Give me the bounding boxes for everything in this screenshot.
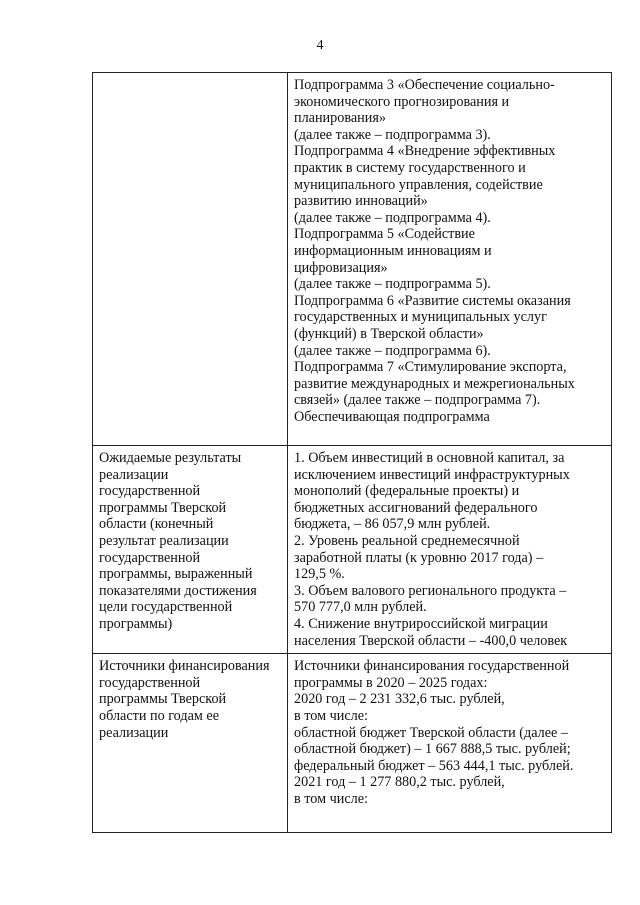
text-line: планирования» xyxy=(294,110,386,127)
text-line: областной бюджет Тверской области (далее – xyxy=(294,724,568,741)
text-line: Подпрограмма 7 «Стимулирование экспорта, xyxy=(294,359,567,376)
text-line: связей» (далее также – подпрограмма 7). xyxy=(294,392,541,409)
row2-right-cell xyxy=(288,446,612,654)
text-line: 3. Объем валового регионального продукта – xyxy=(294,582,567,599)
text-line: программы) xyxy=(99,615,173,632)
text-line: области по годам ее xyxy=(99,707,219,724)
text-line: 570 777,0 млн рублей. xyxy=(294,599,427,616)
text-line: реализации xyxy=(99,724,169,741)
text-line: (далее также – подпрограмма 3). xyxy=(294,126,491,143)
text-line: государственной xyxy=(99,483,201,500)
text-line: исключением инвестиций инфраструктурных xyxy=(294,466,570,483)
text-line: 1. Объем инвестиций в основной капитал, за xyxy=(294,450,565,466)
row1-left-cell xyxy=(93,73,288,446)
passport-table xyxy=(92,72,612,833)
text-line: программы Тверской xyxy=(99,499,227,516)
text-line: программы в 2020 – 2025 годах: xyxy=(294,674,488,691)
text-line: Обеспечивающая подпрограмма xyxy=(294,408,490,425)
row3-right-cell xyxy=(288,654,612,833)
text-line: развитие международных и межрегиональных xyxy=(294,375,575,392)
text-line: области (конечный xyxy=(99,516,214,533)
text-line: (далее также – подпрограмма 6). xyxy=(294,342,491,359)
text-line: государственной xyxy=(99,549,201,566)
text-line: 2. Уровень реальной среднемесячной xyxy=(294,532,520,549)
row2-left-cell xyxy=(93,446,288,654)
text-line: (далее также – подпрограмма 4). xyxy=(294,209,491,226)
text-line: экономического прогнозирования и xyxy=(294,93,510,110)
text-line: государственных и муниципальных услуг xyxy=(294,309,547,326)
text-line: Подпрограмма 3 «Обеспечение социально- xyxy=(294,77,555,93)
text-line: областной бюджет) – 1 667 888,5 тыс. рублей; xyxy=(294,741,571,758)
table-row-subprograms xyxy=(93,73,612,446)
text-line: Источники финансирования xyxy=(99,658,270,675)
text-line: муниципального управления, содействие xyxy=(294,176,543,193)
text-line: 4. Снижение внутрироссийской миграции xyxy=(294,615,548,632)
text-line: Ожидаемые результаты xyxy=(99,450,242,466)
text-line: бюджетных ассигнований федерального xyxy=(294,499,538,516)
text-line: информационным инновациям и xyxy=(294,242,492,259)
text-line: в том числе: xyxy=(294,707,368,724)
text-line: монополий (федеральные проекты) и xyxy=(294,483,520,500)
text-line: цели государственной xyxy=(99,599,233,616)
text-line: (далее также – подпрограмма 5). xyxy=(294,276,491,293)
text-line: населения Тверской области – -400,0 человек xyxy=(294,632,568,649)
text-line: 2020 год – 2 231 332,6 тыс. рублей, xyxy=(294,691,505,708)
text-line: практик в систему государственного и xyxy=(294,159,526,176)
text-line: (функций) в Тверской области» xyxy=(294,325,484,342)
text-line: заработной платы (к уровню 2017 года) – xyxy=(294,549,544,566)
text-line: программы Тверской xyxy=(99,691,227,708)
text-line: Источники финансирования государственной xyxy=(294,658,570,675)
text-line: развитию инноваций» xyxy=(294,193,428,210)
text-line: Подпрограмма 5 «Содействие xyxy=(294,226,475,243)
text-line: реализации xyxy=(99,466,169,483)
text-line: бюджета, – 86 057,9 млн рублей. xyxy=(294,516,491,533)
text-line: цифровизация» xyxy=(294,259,388,276)
table-row-funding-sources xyxy=(93,654,612,833)
text-line: результат реализации xyxy=(99,532,229,549)
text-line: в том числе: xyxy=(294,790,368,807)
page-number: 4 xyxy=(316,38,324,53)
text-line: государственной xyxy=(99,674,201,691)
text-line: Подпрограмма 4 «Внедрение эффективных xyxy=(294,143,556,160)
text-line: Подпрограмма 6 «Развитие системы оказания xyxy=(294,292,571,309)
text-line: федеральный бюджет – 563 444,1 тыс. рублей. xyxy=(294,757,574,774)
text-line: программы, выраженный xyxy=(99,566,253,583)
row3-left-cell xyxy=(93,654,288,833)
table-row-expected-results xyxy=(93,446,612,654)
text-line: 129,5 %. xyxy=(294,566,345,583)
text-line: 2021 год – 1 277 880,2 тыс. рублей, xyxy=(294,774,505,791)
text-line: показателями достижения xyxy=(99,582,257,599)
row1-right-cell xyxy=(288,73,612,446)
